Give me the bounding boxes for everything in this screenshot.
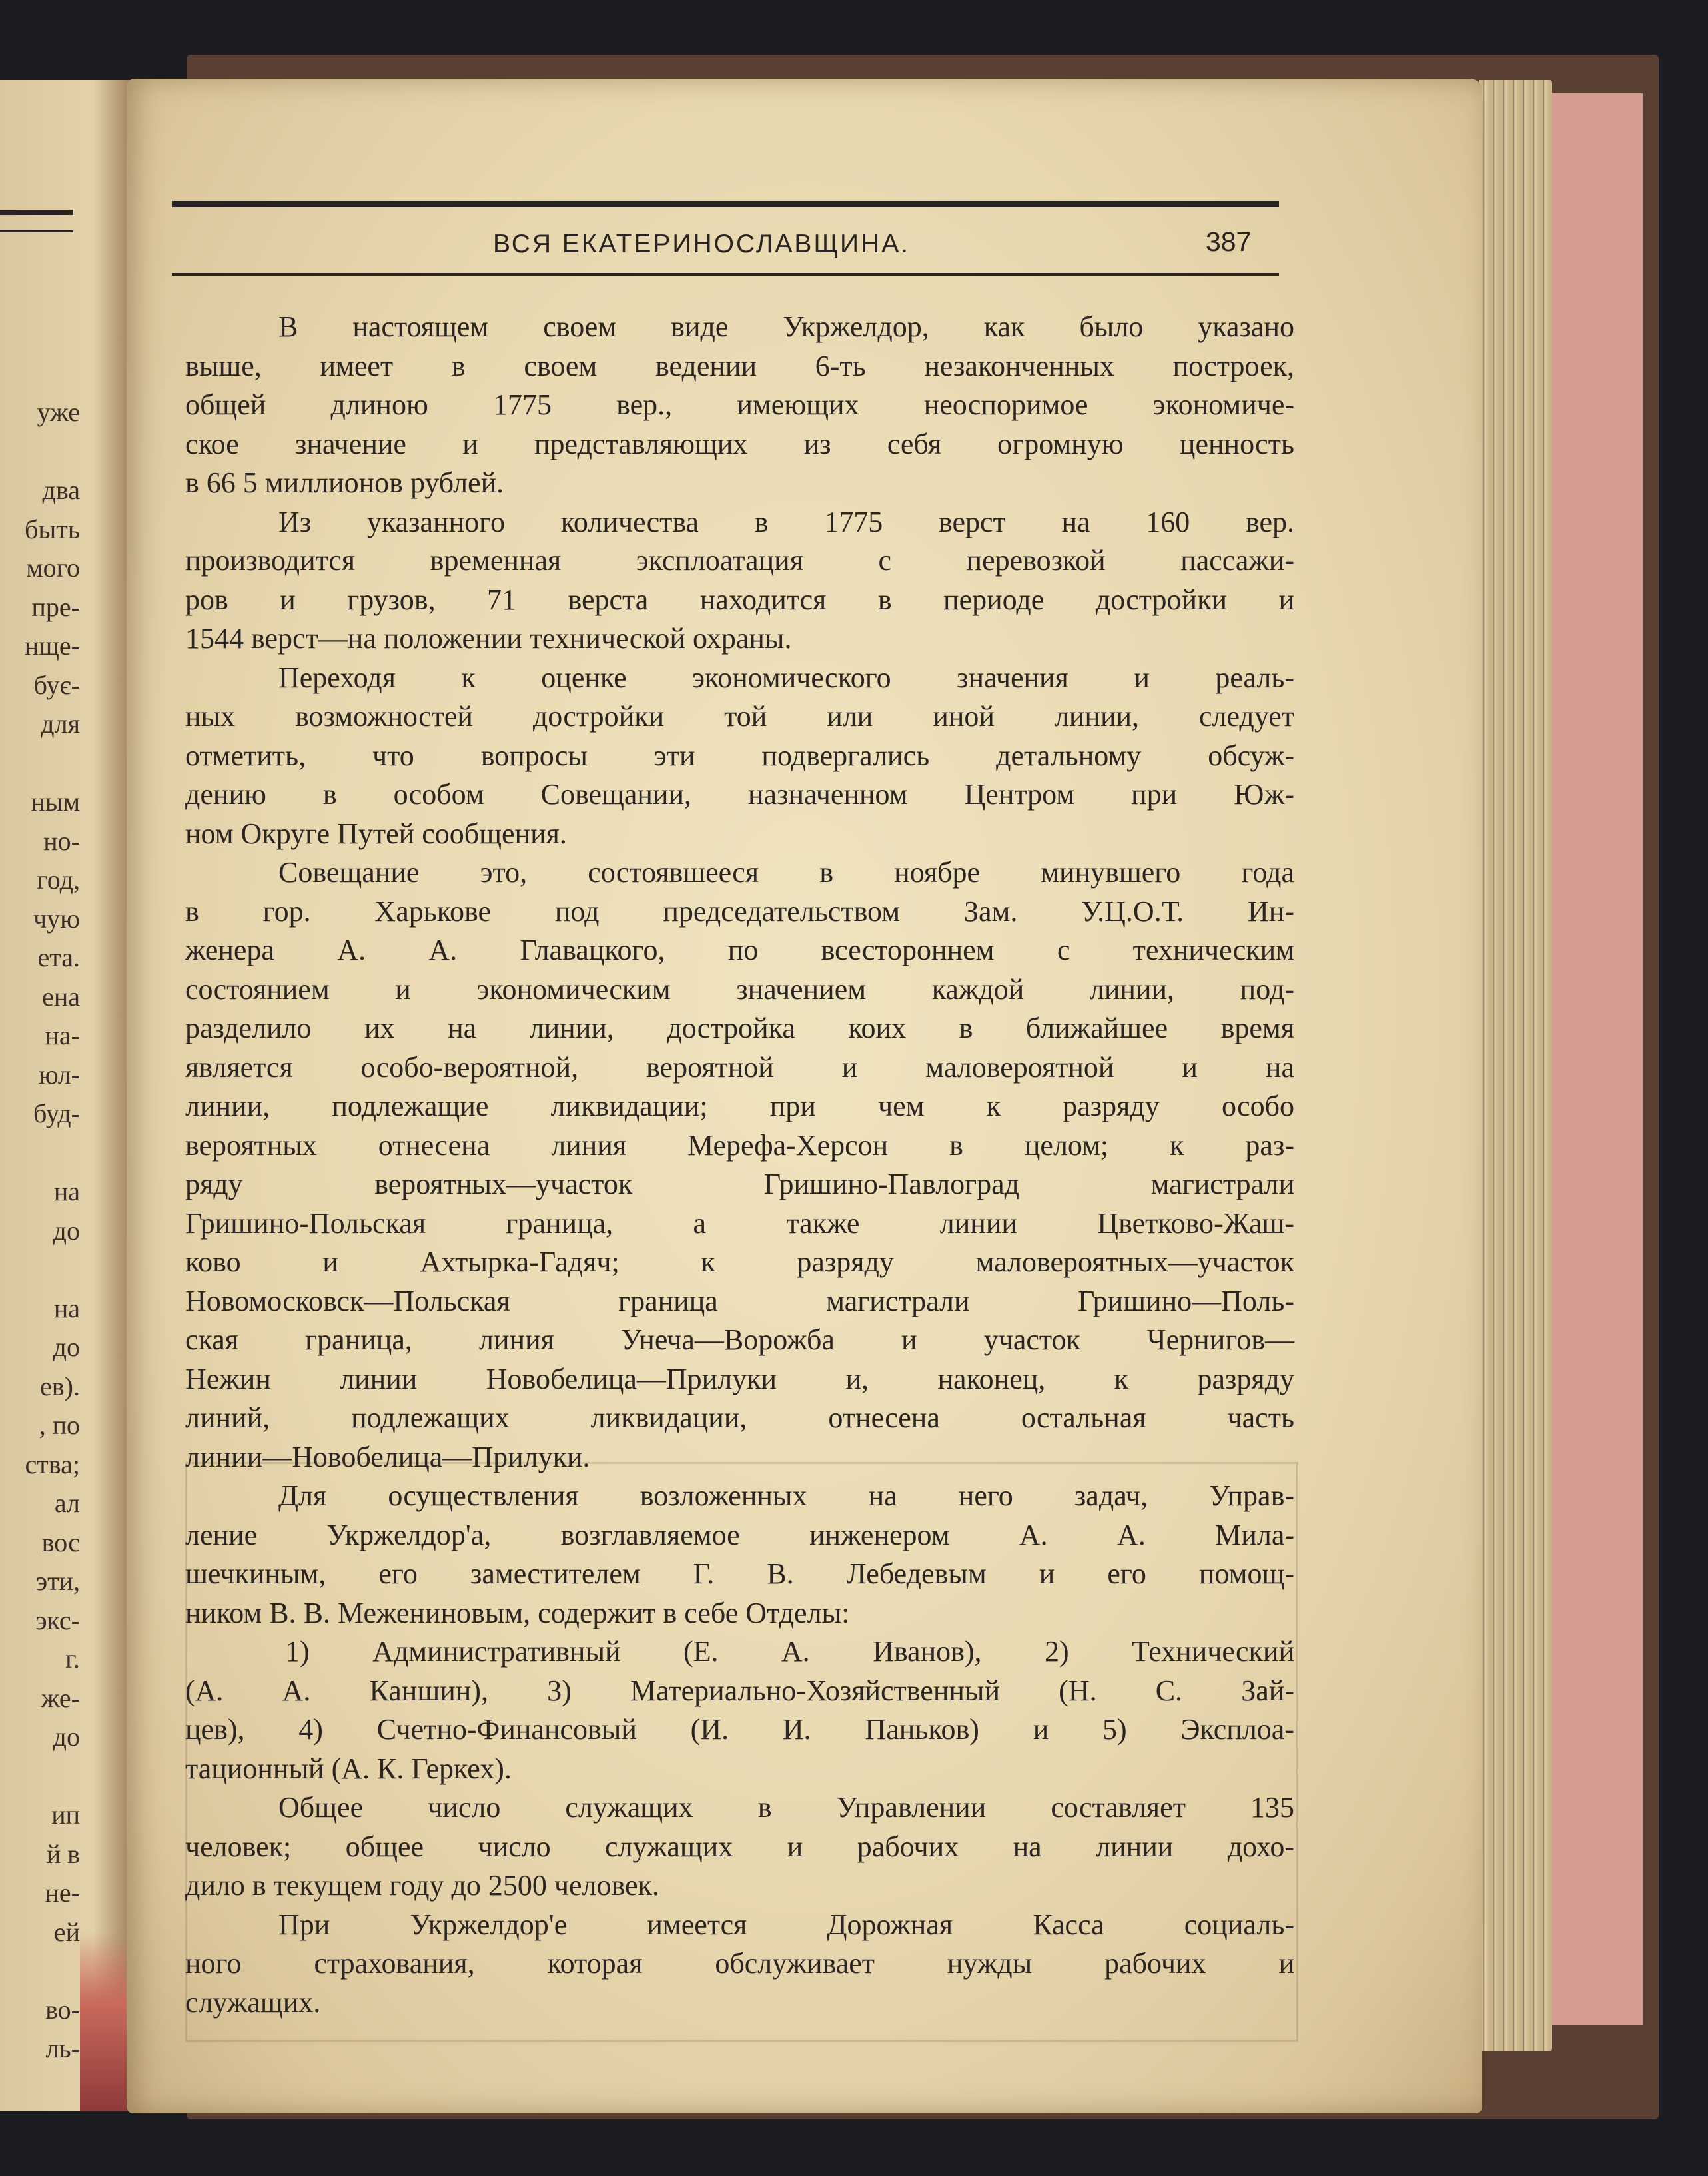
text-line: линий, подлежащих ликвидации, отнесена остальная часть <box>185 1401 1294 1434</box>
text-line: ская граница, линия Унеча—Ворожба и участок Чернигов— <box>185 1323 1294 1356</box>
text-line: Из указанного количества в 1775 верст на 160 вер. <box>278 505 1294 538</box>
header-bottom-rule <box>172 273 1279 276</box>
text-line: Переходя к оценке экономического значения и реаль- <box>278 661 1294 694</box>
left-page-fragment: , по <box>39 1410 80 1440</box>
left-page <box>0 80 133 2111</box>
left-page-fragment: ета. <box>37 942 80 972</box>
left-page-fragment: не- <box>45 1878 80 1908</box>
text-line: ское значение и представляющих из себя огромную ценность <box>185 427 1294 460</box>
page-stack-edge <box>1479 80 1552 2051</box>
text-line: ных возможностей достройки той или иной линии, следует <box>185 700 1294 733</box>
left-page-fragment: ль- <box>45 2033 80 2063</box>
left-page-fragment: нще- <box>24 631 80 661</box>
header-top-rule <box>172 201 1279 207</box>
left-page-fragment: уже <box>37 397 80 427</box>
text-line: производится временная эксплоатация с перевозкой пассажи- <box>185 544 1294 577</box>
left-page-rule-thin <box>0 230 73 232</box>
text-line: В настоящем своем виде Укржелдор, как было указано <box>278 310 1294 343</box>
left-page-fragment: ена <box>42 981 80 1012</box>
text-line: дению в особом Совещании, назначенном Центром при Юж- <box>185 778 1294 811</box>
text-line: Общее число служащих в Управлении составляет 135 <box>278 1791 1294 1824</box>
text-line: общей длиною 1775 вер., имеющих неоспоримое экономиче- <box>185 388 1294 421</box>
left-page-fragment: до <box>53 1722 80 1752</box>
left-page-fragment: до <box>53 1215 80 1246</box>
left-page-fragment: ства; <box>25 1449 80 1479</box>
left-page-fragment: два <box>42 475 80 505</box>
text-line: женера А. А. Главацкого, по всестороннем с техническим <box>185 934 1294 966</box>
left-page-fragment: эти, <box>35 1566 80 1596</box>
text-line: ряду вероятных—участок Гришино-Павлоград магистрали <box>185 1168 1294 1200</box>
left-page-fragment <box>0 432 80 472</box>
left-page-fragment: до <box>53 1332 80 1362</box>
text-line: ров и грузов, 71 верста находится в периоде достройки и <box>185 583 1294 616</box>
left-page-text-fragments <box>0 393 80 2069</box>
text-line: ного страхования, которая обслуживает нужды рабочих и <box>185 1947 1294 1980</box>
left-page-fragment <box>0 1134 80 1173</box>
text-line: Гришино-Польская граница, а также линии Цветково-Жаш- <box>185 1206 1294 1240</box>
text-line: 1544 верст—на положении технической охраны. <box>185 622 792 655</box>
running-header-title: ВСЯ ЕКАТЕРИНОСЛАВЩИНА. <box>493 230 911 258</box>
text-line: Совещание это, состоявшееся в ноябре минувшего года <box>278 856 1294 889</box>
left-page-fragment: на <box>53 1293 80 1323</box>
left-page-fragment: для <box>41 709 80 739</box>
left-page-fragment: во- <box>45 1994 80 2025</box>
cover-corner <box>80 1932 133 2111</box>
left-page-fragment: буд- <box>33 1098 80 1128</box>
text-line: дило в текущем году до 2500 человек. <box>185 1869 659 1902</box>
text-line: в гор. Харькове под председательством Зам. У.Ц.О.Т. Ин- <box>185 895 1294 928</box>
text-line: в 66 5 миллионов рублей. <box>185 466 504 499</box>
text-line: служащих. <box>185 1986 321 2019</box>
left-page-fragment: год, <box>37 865 80 895</box>
text-line: разделило их на линии, достройка коих в ближайшее время <box>185 1012 1294 1044</box>
text-line: вероятных отнесена линия Мерефа-Херсон в целом; к раз- <box>185 1128 1294 1162</box>
text-line: При Укржелдор'е имеется Дорожная Касса социаль- <box>278 1908 1294 1941</box>
left-page-fragment <box>0 744 80 783</box>
text-line: ником В. В. Межениновым, содержит в себе Отделы: <box>185 1596 850 1629</box>
left-page-fragment <box>0 1952 80 1991</box>
left-page-fragment <box>0 1757 80 1796</box>
left-page-fragment: но- <box>43 825 80 856</box>
text-line: Для осуществления возложенных на него задач, Управ- <box>278 1479 1294 1512</box>
text-line: Нежин линии Новобелица—Прилуки и, наконец, к разряду <box>185 1362 1294 1395</box>
text-line: тационный (А. К. Геркех). <box>185 1752 512 1785</box>
left-page-fragment: пре- <box>31 591 80 622</box>
left-page-fragment: ев). <box>40 1371 80 1401</box>
left-page-rule <box>0 210 73 215</box>
left-page-fragment: г. <box>65 1644 80 1674</box>
left-page-fragment: вос <box>41 1527 80 1557</box>
text-line: является особо-вероятной, вероятной и маловероятной и на <box>185 1050 1294 1084</box>
left-page-fragment: й в <box>46 1838 80 1869</box>
text-line: ково и Ахтырка-Гадяч; к разряду маловероятных—участок <box>185 1246 1294 1278</box>
body-text <box>185 308 1294 2022</box>
left-page-fragment: юл- <box>38 1059 80 1090</box>
left-page-fragment: быть <box>25 514 80 544</box>
text-line: отметить, что вопросы эти подвергались детальному обсуж- <box>185 739 1294 772</box>
text-line: Новомосковск—Польская граница магистрали Гришино—Поль- <box>185 1284 1294 1317</box>
text-line: выше, имеет в своем ведении 6-ть незаконченных построек, <box>185 349 1294 382</box>
left-page-fragment: ал <box>54 1488 80 1518</box>
text-line: ном Округе Путей сообщения. <box>185 817 567 850</box>
text-line: (А. А. Каншин), 3) Материально-Хозяйственный (Н. С. Зай- <box>185 1674 1294 1707</box>
left-page-fragment: же- <box>41 1682 80 1713</box>
page-number: 387 <box>1206 226 1252 257</box>
left-page-fragment <box>0 1250 80 1289</box>
text-line: линии, подлежащие ликвидации; при чем к разряду особо <box>185 1090 1294 1122</box>
left-page-fragment: ей <box>53 1916 80 1947</box>
text-line: человек; общее число служащих и рабочих на линии дохо- <box>185 1830 1294 1863</box>
left-page-fragment: на- <box>45 1020 80 1050</box>
left-page-fragment: на <box>53 1176 80 1206</box>
left-page-fragment: экс- <box>35 1605 80 1635</box>
left-page-fragment: мого <box>26 553 80 583</box>
left-page-fragment: чую <box>33 903 80 934</box>
text-line: состоянием и экономическим значением каждой линии, под- <box>185 972 1294 1006</box>
text-line: линии—Новобелица—Прилуки. <box>185 1440 590 1473</box>
text-line: ление Укржелдор'а, возглавляемое инженером А. А. Мила- <box>185 1518 1294 1551</box>
text-line: цев), 4) Счетно-Финансовый (И. И. Паньков) и 5) Эксплоа- <box>185 1713 1294 1746</box>
text-line: шечкиным, его заместителем Г. В. Лебедевым и его помощ- <box>185 1557 1294 1590</box>
text-line: 1) Административный (Е. А. Иванов), 2) Технический <box>285 1635 1294 1668</box>
left-page-fragment: ным <box>31 787 80 817</box>
left-page-fragment: бує- <box>33 669 80 700</box>
left-page-fragment: ип <box>51 1800 80 1830</box>
